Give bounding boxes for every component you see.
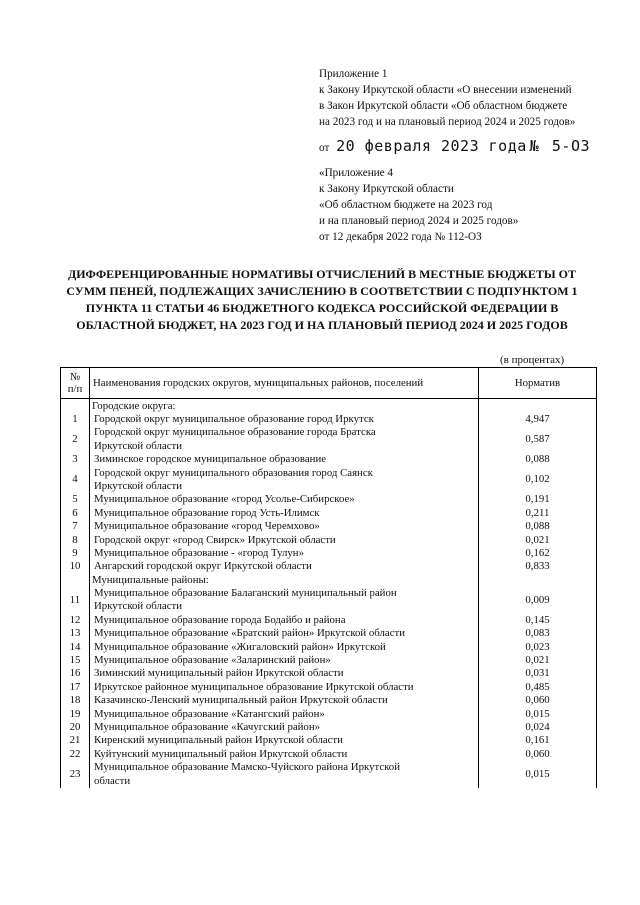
row-name-line: Муниципальное образование «город Черемхово» xyxy=(94,520,320,533)
row-number: 20 xyxy=(61,721,90,734)
appendix-line: Приложение 1 xyxy=(319,68,388,80)
row-name-line: Муниципальное образование «Катангский район» xyxy=(94,707,325,720)
row-value: 0,587 xyxy=(479,426,597,453)
row-number: 4 xyxy=(61,467,90,494)
row-number: 2 xyxy=(61,426,90,453)
row-name-line: области xyxy=(94,774,131,787)
row-name xyxy=(90,467,479,494)
row-value: 0,211 xyxy=(479,507,597,520)
row-number: 10 xyxy=(61,560,90,573)
row-name xyxy=(90,641,479,654)
row-name-line: Муниципальное образование «Братский район» Иркутской области xyxy=(94,627,405,640)
group-number-cell xyxy=(61,399,90,414)
table-row xyxy=(61,467,597,494)
table-row xyxy=(61,534,597,547)
row-name-line: Муниципальное образование - «город Тулун» xyxy=(94,547,304,560)
row-name xyxy=(90,587,479,614)
row-name xyxy=(90,694,479,707)
row-name-line: Муниципальное образование «Качугский район» xyxy=(94,720,321,733)
row-name xyxy=(90,547,479,560)
row-number: 14 xyxy=(61,641,90,654)
row-name-line: Городской округ муниципальное образование города Братска xyxy=(94,426,376,439)
row-number: 12 xyxy=(61,614,90,627)
header-value: Норматив xyxy=(479,368,597,399)
row-number: 22 xyxy=(61,748,90,761)
header-name: Наименования городских округов, муниципальных районов, поселений xyxy=(90,368,479,399)
row-name-line: Киренский муниципальный район Иркутской области xyxy=(94,734,343,747)
row-number: 3 xyxy=(61,453,90,466)
appendix-4-line: и на плановый период 2024 и 2025 годов» xyxy=(319,215,519,227)
appendix-4-line: от 12 декабря 2022 года № 112-ОЗ xyxy=(319,231,482,243)
row-name-line: Зиминский муниципальный район Иркутской области xyxy=(94,667,344,680)
row-name-line: Муниципальное образование Мамско-Чуйского района Иркутской xyxy=(94,761,400,774)
row-value: 0,191 xyxy=(479,493,597,506)
row-name xyxy=(90,708,479,721)
table-row xyxy=(61,520,597,533)
row-name-line: Зиминское городское муниципальное образование xyxy=(94,453,327,466)
table-row xyxy=(61,560,597,573)
row-name xyxy=(90,426,479,453)
table-row xyxy=(61,681,597,694)
row-name xyxy=(90,667,479,680)
table-row xyxy=(61,587,597,614)
row-name xyxy=(90,761,479,788)
row-number: 7 xyxy=(61,520,90,533)
row-value: 0,088 xyxy=(479,520,597,533)
row-number: 9 xyxy=(61,547,90,560)
row-value: 0,102 xyxy=(479,467,597,494)
row-number: 18 xyxy=(61,694,90,707)
row-value: 0,161 xyxy=(479,734,597,747)
row-name-line: Муниципальное образование «город Усолье-Сибирское» xyxy=(94,493,355,506)
document-title xyxy=(52,266,592,334)
row-name xyxy=(90,681,479,694)
table-row xyxy=(61,547,597,560)
table-row xyxy=(61,507,597,520)
row-name-line: Муниципальное образование города Бодайбо и района xyxy=(94,613,346,626)
group-number-cell xyxy=(61,574,90,587)
table-row xyxy=(61,761,597,788)
appendix-line: в Закон Иркутской области «Об областном бюджете xyxy=(319,100,568,112)
appendix-line: к Закону Иркутской области «О внесении изменений xyxy=(319,84,572,96)
table-row xyxy=(61,721,597,734)
row-name-line: Иркутской области xyxy=(94,600,182,613)
row-value: 0,023 xyxy=(479,641,597,654)
row-name xyxy=(90,520,479,533)
appendix-header xyxy=(319,66,619,130)
table-row xyxy=(61,748,597,761)
row-number: 13 xyxy=(61,627,90,640)
title-line: ОБЛАСТНОЙ БЮДЖЕТ, НА 2023 ГОД И НА ПЛАНОВЫЙ ПЕРИОД 2024 И 2025 ГОДОВ xyxy=(76,318,568,332)
row-value: 0,021 xyxy=(479,534,597,547)
row-value: 0,162 xyxy=(479,547,597,560)
appendix-4-line: «Об областном бюджете на 2023 год xyxy=(319,199,493,211)
table-row xyxy=(61,734,597,747)
row-number: 8 xyxy=(61,534,90,547)
appendix-4-line: «Приложение 4 xyxy=(319,167,394,179)
row-name xyxy=(90,413,479,426)
table-header-row xyxy=(61,368,597,399)
row-name xyxy=(90,493,479,506)
row-name xyxy=(90,627,479,640)
row-name-line: Иркутской области xyxy=(94,439,182,452)
row-name-line: Муниципальное образование Балаганский муниципальный район xyxy=(94,586,397,599)
row-number: 23 xyxy=(61,761,90,788)
row-value: 0,083 xyxy=(479,627,597,640)
header-number xyxy=(61,368,90,399)
row-value: 0,833 xyxy=(479,560,597,573)
table-row xyxy=(61,654,597,667)
table-row xyxy=(61,694,597,707)
title-line: ПУНКТА 11 СТАТЬИ 46 БЮДЖЕТНОГО КОДЕКСА РОССИЙСКОЙ ФЕДЕРАЦИИ В xyxy=(85,301,559,315)
row-value: 0,088 xyxy=(479,453,597,466)
row-value: 0,015 xyxy=(479,708,597,721)
row-number: 16 xyxy=(61,667,90,680)
row-name-line: Муниципальное образование «Жигаловский район» Иркутской xyxy=(94,640,386,653)
decree-date: 20 февраля 2023 года xyxy=(336,137,527,155)
norms-table xyxy=(60,367,597,788)
table-row xyxy=(61,627,597,640)
units-note: (в процентах) xyxy=(500,354,565,366)
row-value: 0,485 xyxy=(479,681,597,694)
table-body xyxy=(61,399,597,788)
table-row xyxy=(61,641,597,654)
table-row xyxy=(61,614,597,627)
decree-number: 5-ОЗ xyxy=(551,137,591,155)
table-row xyxy=(61,453,597,466)
row-number: 5 xyxy=(61,493,90,506)
decree-number-sign: № xyxy=(529,137,540,155)
row-number: 21 xyxy=(61,734,90,747)
row-name xyxy=(90,453,479,466)
row-name xyxy=(90,734,479,747)
table-row xyxy=(61,413,597,426)
row-value: 0,060 xyxy=(479,748,597,761)
row-value: 0,031 xyxy=(479,667,597,680)
row-name-line: Ангарский городской округ Иркутской области xyxy=(94,560,312,573)
row-name-line: Городской округ муниципальное образование город Иркутск xyxy=(94,413,374,425)
row-name-line: Муниципальное образование «Заларинский район» xyxy=(94,653,331,666)
row-number: 1 xyxy=(61,413,90,426)
table-row xyxy=(61,667,597,680)
title-line: ДИФФЕРЕНЦИРОВАННЫЕ НОРМАТИВЫ ОТЧИСЛЕНИЙ В МЕСТНЫЕ БЮДЖЕТЫ ОТ xyxy=(67,267,577,281)
row-name xyxy=(90,560,479,573)
row-name-line: Муниципальное образование город Усть-Илимск xyxy=(94,506,320,519)
row-name-line: Казачинско-Ленский муниципальный район Иркутской области xyxy=(94,694,388,707)
row-name xyxy=(90,748,479,761)
row-value: 0,021 xyxy=(479,654,597,667)
row-number: 6 xyxy=(61,507,90,520)
row-value: 4,947 xyxy=(479,413,597,426)
row-value: 0,024 xyxy=(479,721,597,734)
group-label: Муниципальные районы: xyxy=(90,574,479,587)
group-value-cell xyxy=(479,399,597,414)
group-label: Городские округа: xyxy=(90,399,479,414)
appendix-4-header xyxy=(319,165,619,245)
row-number: 19 xyxy=(61,708,90,721)
row-value: 0,145 xyxy=(479,614,597,627)
table-group-row xyxy=(61,574,597,587)
header-number-line2: п/п xyxy=(67,383,83,395)
row-value: 0,060 xyxy=(479,694,597,707)
header-number-line1: № xyxy=(69,371,81,383)
row-number: 15 xyxy=(61,654,90,667)
decree-prefix: от xyxy=(319,142,330,154)
table-row xyxy=(61,493,597,506)
row-name xyxy=(90,614,479,627)
row-name-line: Иркутское районное муниципальное образование Иркутской области xyxy=(94,680,414,693)
row-name-line: Городской округ «город Свирск» Иркутской области xyxy=(94,533,336,546)
row-number: 17 xyxy=(61,681,90,694)
appendix-4-line: к Закону Иркутской области xyxy=(319,183,454,195)
decree-line xyxy=(319,137,590,155)
group-value-cell xyxy=(479,574,597,587)
appendix-line: на 2023 год и на плановый период 2024 и 2025 годов» xyxy=(319,116,576,128)
table-row xyxy=(61,708,597,721)
row-name xyxy=(90,721,479,734)
row-name xyxy=(90,534,479,547)
table-group-row xyxy=(61,399,597,414)
row-name xyxy=(90,654,479,667)
row-name xyxy=(90,507,479,520)
title-line: СУММ ПЕНЕЙ, ПОДЛЕЖАЩИХ ЗАЧИСЛЕНИЮ В СООТВЕТСТВИИ С ПОДПУНКТОМ 1 xyxy=(66,284,578,298)
row-value: 0,015 xyxy=(479,761,597,788)
row-number: 11 xyxy=(61,587,90,614)
row-name-line: Куйтунский муниципальный район Иркутской области xyxy=(94,747,348,760)
row-name-line: Городской округ муниципального образования город Саянск xyxy=(94,466,373,479)
table-row xyxy=(61,426,597,453)
row-name-line: Иркутской области xyxy=(94,480,182,493)
row-value: 0,009 xyxy=(479,587,597,614)
